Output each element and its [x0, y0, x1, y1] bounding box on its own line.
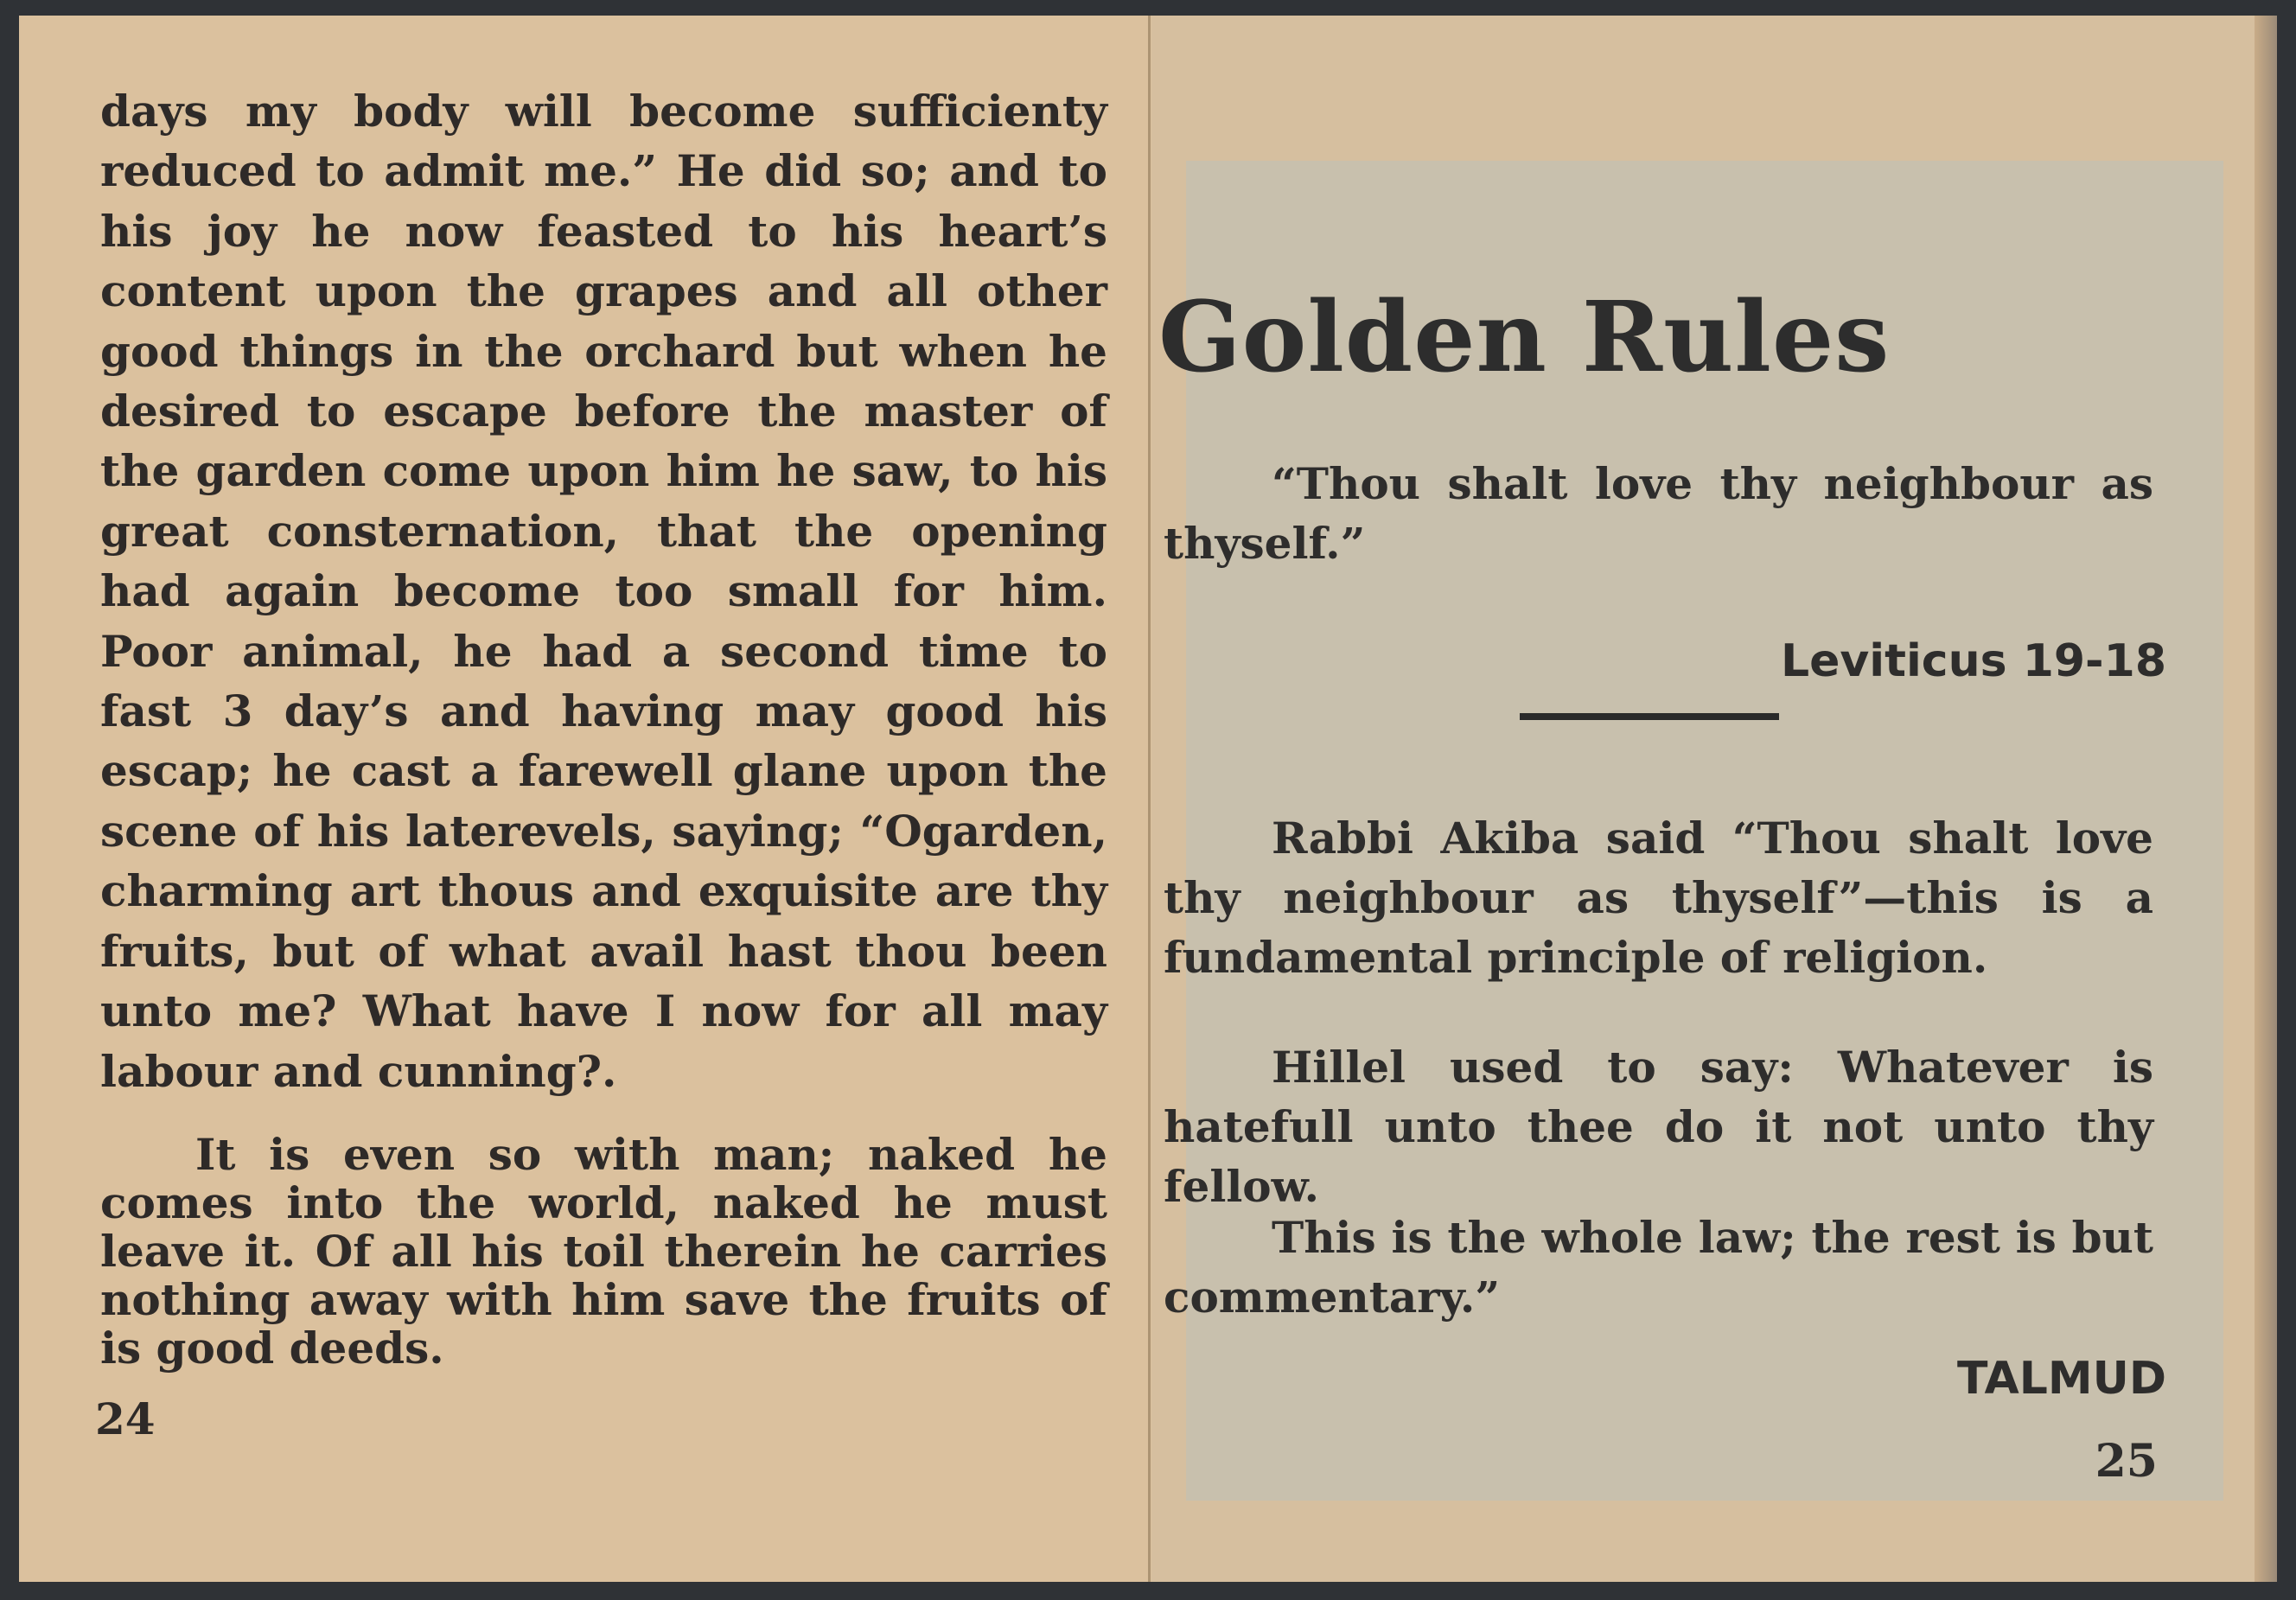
moral-paragraph: It is even so with man; naked he comes into the world, naked he must leave it. Of all his toil therein he carries nothing away with him save the fruits of is good deeds. [100, 1128, 1107, 1374]
whole-law-paragraph: This is the whole law; the rest is but commentary.” [1164, 1212, 2153, 1323]
book-gutter [1148, 16, 1151, 1582]
page-title: Golden Rules [1158, 281, 1891, 394]
page-edge [2255, 16, 2277, 1582]
akiba-paragraph: Rabbi Akiba said “Thou shalt love thy neighbour as thyself”—this is a fundamental principle of religion. [1164, 813, 2153, 983]
leviticus-quote: “Thou shalt love thy neighbour as thyself.” [1164, 458, 2153, 569]
story-paragraph: days my body will become sufficienty reduced to admit me.” He did so; and to his joy he now feasted to his heart’s content upon the grapes and all other good things in the orchard but when he desired to escape before the master of the garden come upon him he saw, to his great consternation, that the opening had again become too small for him. Poor animal, he had a second time to fast 3 day’s and having may good his escap; he cast a farewell glane upon the scene of his laterevels, saying; “Ogarden, charming art thous and exquisite are thy fruits, but of what avail hast thou been unto me? What have I now for all may labour and cunning?. [100, 86, 1107, 1097]
scripture-reference: Leviticus 19-18 [1780, 635, 2166, 687]
hillel-paragraph: Hillel used to say: Whatever is hatefull unto thee do it not unto thy fellow. [1164, 1042, 2153, 1212]
left-page-text [100, 81, 1107, 1373]
page-number-left: 24 [95, 1393, 156, 1444]
source-attribution: TALMUD [1957, 1353, 2166, 1405]
page-number-right: 25 [2095, 1435, 2158, 1488]
divider-rule [1520, 713, 1779, 720]
